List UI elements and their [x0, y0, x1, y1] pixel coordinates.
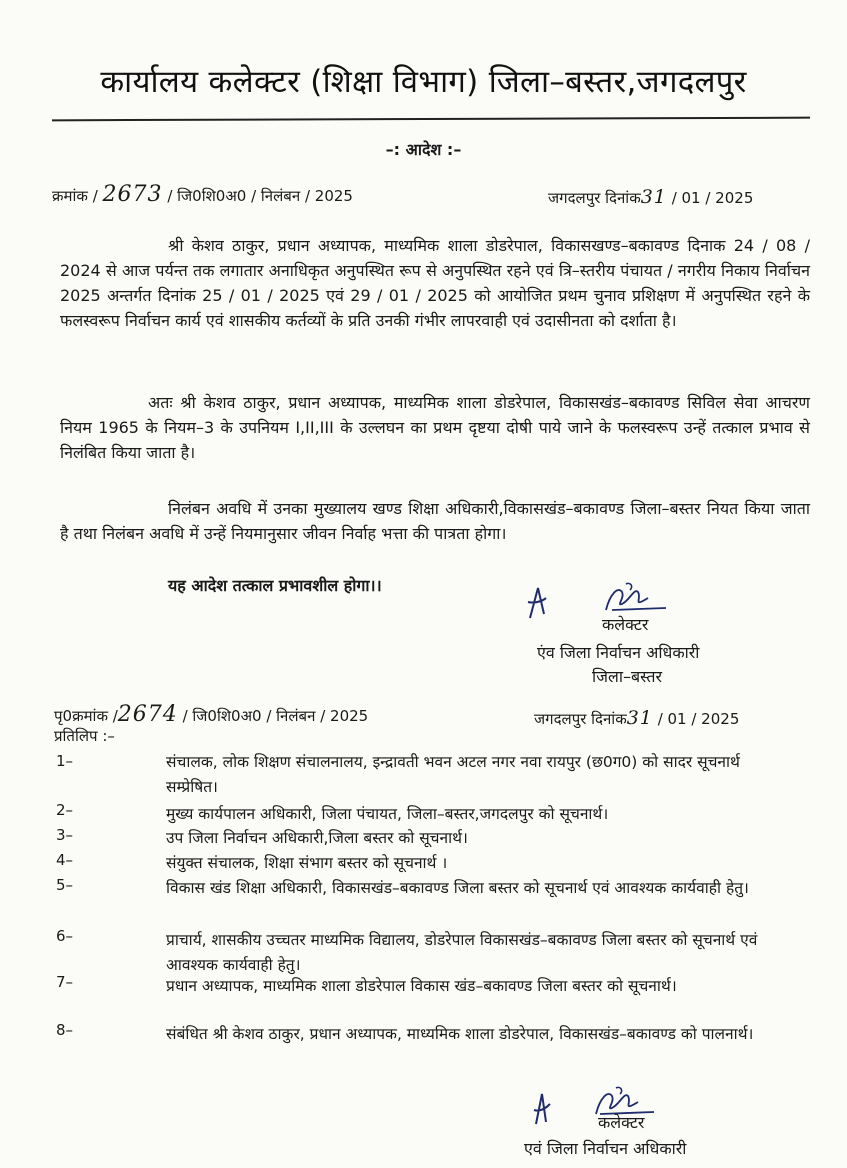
endorsement-month-year: / 01 / 2025 — [657, 710, 740, 728]
order-ref-suffix: / जि0शि0अ0 / निलंबन / 2025 — [167, 187, 353, 205]
order-heading: –: आदेश :– — [385, 140, 462, 159]
paragraph-1: श्री केशव ठाकुर, प्रधान अध्यापक, माध्यमिक शाला डोडरेपाल, विकासखण्ड–बकावण्ड दिनाक 24 / 08 / 2024 से आज पर्यन्त तक लगातार अनाधिकृत अनुपस्थित रूप से अनुपस्थित रहने एवं त्रि–स्तरीय पंचायत / नगरीय निकाय निर्वाचन 2025 अन्तर्गत दिनांक 25 / 01 / 2025 एवं 29 / 01 / 2025 को आयोजित प्रथम चुनाव प्रशिक्षण में अनुपस्थित रहने के फलस्वरूप निर्वाचन कार्य एवं शासकीय कर्तव्यों के प्रति उनकी गंभीर लापरवाही एवं उदासीनता को दर्शाता है। — [60, 236, 810, 330]
order-month-year: / 01 / 2025 — [671, 189, 754, 207]
signatory-district: जिला–बस्तर — [592, 667, 663, 686]
order-place-date-label: जगदलपुर दिनांक — [548, 189, 641, 207]
signatory-designation-2: एंव जिला निर्वाचन अधिकारी — [537, 643, 700, 662]
paragraph-2: अतः श्री केशव ठाकुर, प्रधान अध्यापक, माध्यमिक शाला डोडरेपाल, विकासखंड–बकावण्ड सिविल सेवा आचरण नियम 1965 के नियम–3 के उपनियम I,II,III के उल्लघन का प्रथम दृष्टया दोषी पाये जाने के फलस्वरूप उन्हें तत्काल प्रभाव से निलंबित किया जाता है। — [60, 393, 810, 462]
copy-number: 8– — [56, 1021, 74, 1039]
signatory-designation-1: कलेक्टर — [602, 615, 649, 634]
office-title: कार्यालय कलेक्टर (शिक्षा विभाग) जिला–बस्तर,जगदलपुर — [100, 64, 747, 100]
copy-recipient: संचालक, लोक शिक्षण संचालनालय, इन्द्रावती भवन अटल नगर नवा रायपुर (छ0ग0) को सादर सूचनार्थ सम्प्रेषित। — [166, 753, 740, 796]
order-number: 2673 — [102, 182, 163, 207]
order-ref-prefix: क्रमांक — [52, 187, 88, 205]
endorsement-date — [534, 707, 739, 729]
title-underline — [52, 117, 810, 122]
copy-recipient: मुख्य कार्यपालन अधिकारी, जिला पंचायत, जिला–बस्तर,जगदलपुर को सूचनार्थ। — [166, 805, 609, 823]
copy-recipient: संबंधित श्री केशव ठाकुर, प्रधान अध्यापक, माध्यमिक शाला डोडरेपाल, विकासखंड–बकावण्ड को पालनार्थ। — [166, 1025, 754, 1043]
effective-statement: यह आदेश तत्काल प्रभावशील होगा।। — [168, 576, 382, 595]
order-day: 31 — [640, 186, 667, 208]
endorsement-place-date-label: जगदलपुर दिनांक — [534, 710, 627, 728]
copy-number: 3– — [56, 826, 74, 844]
paragraph-3: निलंबन अवधि में उनका मुख्यालय खण्ड शिक्षा अधिकारी,विकासखंड–बकावण्ड जिला–बस्तर नियत किया जाता है तथा निलंबन अवधि में उन्हें नियमानुसार जीवन निर्वाह भत्ता की पात्रता होगा। — [60, 499, 810, 543]
copy-number: 2– — [56, 801, 74, 819]
endorsement-ref-suffix: / जि0शि0अ0 / निलंबन / 2025 — [182, 707, 369, 725]
copy-recipient: प्रधान अध्यापक, माध्यमिक शाला डोडरेपाल विकास खंड–बकावण्ड जिला बस्तर को सूचनार्थ। — [166, 977, 677, 995]
order-date — [548, 186, 753, 208]
signatory2-designation-1: कलेक्टर — [598, 1113, 645, 1132]
copy-number: 6– — [56, 927, 74, 945]
endorsement-reference — [54, 702, 368, 727]
copy-number: 1– — [56, 752, 74, 770]
copy-recipient: प्राचार्य, शासकीय उच्चतर माध्यमिक विद्यालय, डोडरेपाल विकासखंड–बकावण्ड जिला बस्तर को सूचनार्थ एवं आवश्यक कार्यवाही हेतु। — [166, 931, 758, 974]
collector-signature — [526, 580, 676, 630]
endorsement-day: 31 — [626, 707, 653, 729]
copy-recipient: उप जिला निर्वाचन अधिकारी,जिला बस्तर को सूचनार्थ। — [166, 829, 468, 847]
signatory2-designation-2: एवं जिला निर्वाचन अधिकारी — [524, 1139, 687, 1158]
copy-number: 4– — [56, 851, 74, 869]
order-reference: क्रमांक / 2673 / जि0शि0अ0 / निलंबन / 2025 — [52, 182, 353, 207]
copy-to-label: प्रतिलिप :– — [54, 727, 115, 745]
copy-recipient: विकास खंड शिक्षा अधिकारी, विकासखंड–बकावण्ड जिला बस्तर को सूचनार्थ एवं आवश्यक कार्यवाही हेतु। — [166, 879, 749, 897]
copy-number: 5– — [56, 876, 74, 894]
endorsement-ref-prefix: पृ0क्रमांक / — [54, 707, 118, 725]
copy-recipient: संयुक्त संचालक, शिक्षा संभाग बस्तर को सूचनार्थ । — [166, 854, 448, 872]
copy-number: 7– — [56, 973, 74, 991]
endorsement-number: 2674 — [117, 702, 178, 727]
